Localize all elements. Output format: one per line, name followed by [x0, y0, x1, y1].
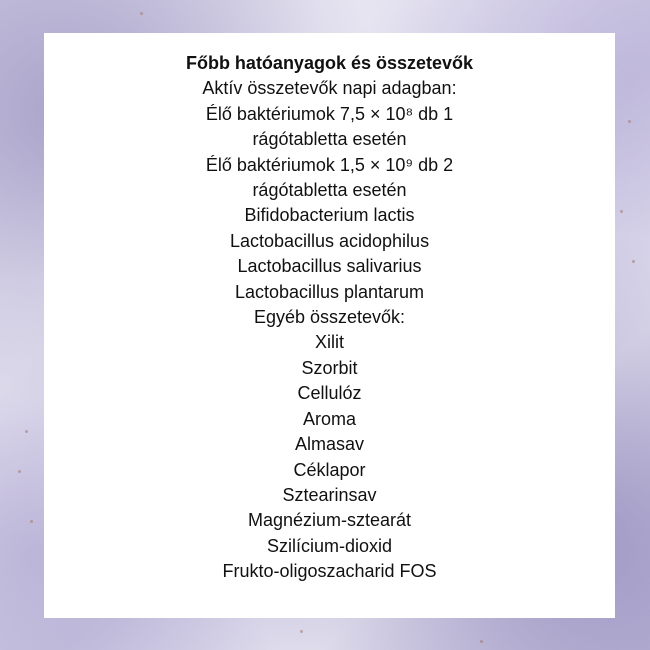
text-line: Egyéb összetevők:	[253, 307, 406, 328]
text-line: Élő baktériumok 1,5 × 10⁹ db 2	[205, 154, 454, 175]
text-line: Szorbit	[301, 357, 358, 378]
text-line: Lactobacillus salivarius	[237, 256, 422, 277]
text-line: Szilícium-dioxid	[266, 535, 393, 556]
text-line: Bifidobacterium lactis	[244, 205, 415, 226]
ingredients-card	[44, 33, 615, 618]
ingredients-list	[44, 51, 615, 585]
text-line: Xilit	[314, 332, 344, 353]
card-title: Főbb hatóanyagok és összetevők	[185, 53, 474, 73]
text-line: Céklapor	[293, 459, 366, 480]
text-line: Élő baktériumok 7,5 × 10⁸ db 1	[205, 103, 454, 124]
text-line: Frukto-oligoszacharid FOS	[222, 561, 437, 582]
text-line: rágótabletta esetén	[252, 180, 407, 201]
text-line: Almasav	[294, 434, 365, 455]
text-line: Magnézium-sztearát	[247, 510, 412, 531]
text-line: Aroma	[302, 408, 356, 429]
text-line: Aktív összetevők napi adagban:	[202, 78, 457, 99]
text-line: rágótabletta esetén	[252, 129, 407, 150]
text-line: Sztearinsav	[282, 484, 377, 505]
text-line: Lactobacillus acidophilus	[229, 230, 430, 251]
text-line: Lactobacillus plantarum	[234, 281, 425, 302]
text-line: Cellulóz	[297, 383, 362, 404]
